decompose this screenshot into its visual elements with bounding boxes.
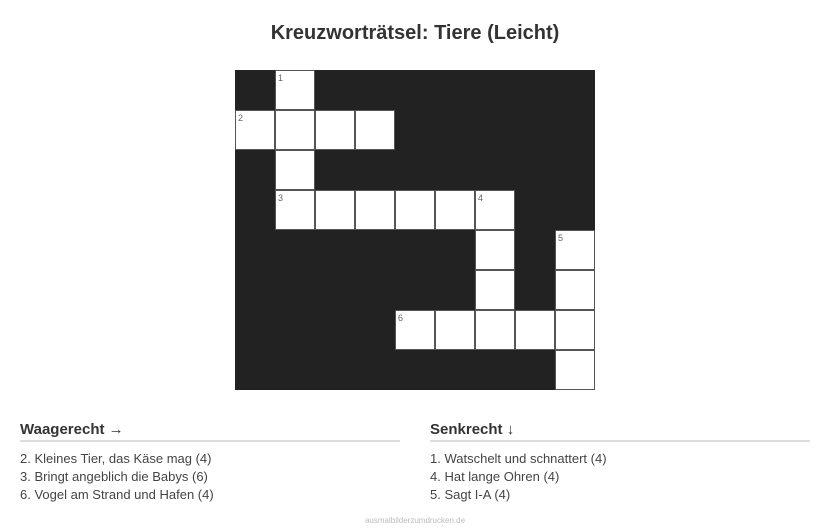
grid-cell[interactable] xyxy=(555,310,595,350)
across-clue-6: 6. Vogel am Strand und Hafen (4) xyxy=(20,487,214,502)
grid-cell[interactable] xyxy=(555,270,595,310)
grid-cell[interactable] xyxy=(235,110,275,150)
clue-number: 4 xyxy=(478,193,484,203)
down-heading: Senkrecht ↓ xyxy=(430,420,810,442)
crossword-grid xyxy=(235,70,595,390)
down-clue-1: 1. Watschelt und schnattert (4) xyxy=(430,451,607,466)
down-clue-4: 4. Hat lange Ohren (4) xyxy=(430,469,560,484)
grid-cell[interactable] xyxy=(475,190,515,230)
grid-cell[interactable] xyxy=(355,110,395,150)
down-clue-5: 5. Sagt I-A (4) xyxy=(430,487,511,502)
across-clue-2: 2. Kleines Tier, das Käse mag (4) xyxy=(20,451,212,466)
grid-cell[interactable] xyxy=(315,190,355,230)
grid-cell[interactable] xyxy=(555,230,595,270)
grid-cell[interactable] xyxy=(395,310,435,350)
grid-cell[interactable] xyxy=(395,190,435,230)
down-clues xyxy=(430,420,810,504)
grid-cell[interactable] xyxy=(475,270,515,310)
grid-cell[interactable] xyxy=(435,190,475,230)
grid-cell[interactable] xyxy=(475,230,515,270)
footer-credit: ausmalbilderzumdrucken.de xyxy=(364,516,466,525)
clue-number: 2 xyxy=(238,113,244,123)
grid-cell[interactable] xyxy=(275,110,315,150)
grid-cell[interactable] xyxy=(275,150,315,190)
grid-cell[interactable] xyxy=(515,310,555,350)
grid-cell[interactable] xyxy=(315,110,355,150)
puzzle-title: Kreuzworträtsel: Tiere (Leicht) xyxy=(270,22,560,44)
clue-number: 1 xyxy=(278,73,284,83)
grid-cell[interactable] xyxy=(435,310,475,350)
clue-number: 6 xyxy=(398,313,404,323)
grid-cell[interactable] xyxy=(555,350,595,390)
grid-cell[interactable] xyxy=(355,190,395,230)
grid-cell[interactable] xyxy=(275,190,315,230)
grid-cell[interactable] xyxy=(275,70,315,110)
across-clues xyxy=(20,420,400,504)
clue-number: 3 xyxy=(278,193,284,203)
across-clue-3: 3. Bringt angeblich die Babys (6) xyxy=(20,469,208,484)
grid-cell[interactable] xyxy=(475,310,515,350)
clue-number: 5 xyxy=(558,233,564,243)
across-heading: Waagerecht → xyxy=(20,420,400,442)
